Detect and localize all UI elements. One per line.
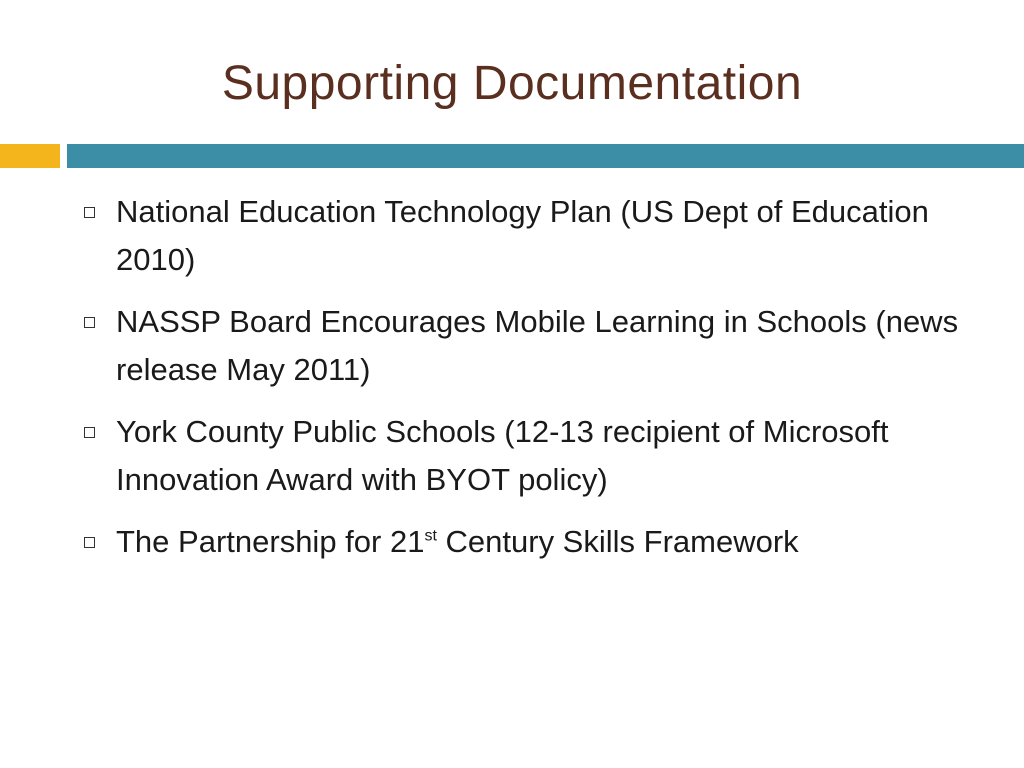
bullet-text-part: The Partnership for 21 (116, 524, 425, 559)
square-bullet-icon (84, 537, 95, 548)
bullet-text-part: Century Skills Framework (436, 524, 799, 559)
bullet-item (80, 188, 960, 284)
ordinal-superscript: st (424, 527, 437, 545)
bullet-list (80, 188, 960, 580)
bullet-item (80, 518, 960, 566)
bullet-text: National Education Technology Plan (US Dept of Education 2010) (116, 194, 929, 277)
bullet-item (80, 408, 960, 504)
bullet-item (80, 298, 960, 394)
square-bullet-icon (84, 207, 95, 218)
bullet-text: York County Public Schools (12-13 recipient of Microsoft Innovation Award with BYOT policy) (116, 414, 889, 497)
square-bullet-icon (84, 427, 95, 438)
header-divider-bar (67, 144, 1024, 168)
square-bullet-icon (84, 317, 95, 328)
accent-bar (0, 144, 60, 168)
bullet-text: NASSP Board Encourages Mobile Learning in Schools (news release May 2011) (116, 304, 959, 387)
slide-title: Supporting Documentation (221, 57, 803, 110)
